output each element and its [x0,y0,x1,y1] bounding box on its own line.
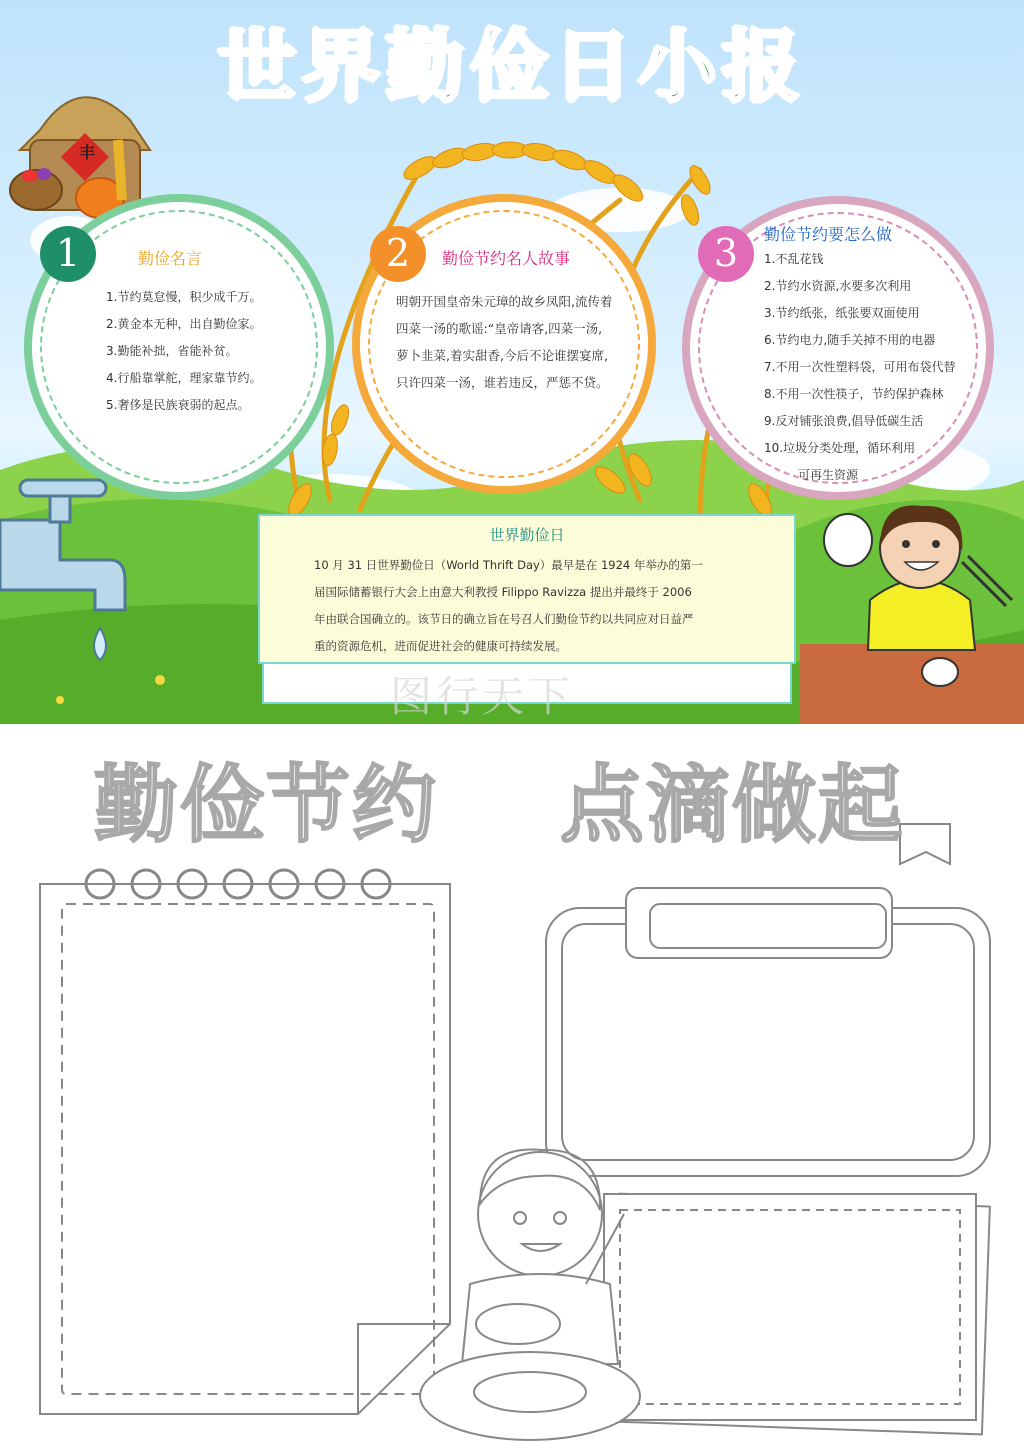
notice-title: 世界勤俭日 [489,526,565,544]
list-item: 3.节约纸张，纸张要双面使用 [764,306,920,320]
section2-title: 勤俭节约名人故事 [442,249,571,268]
notice-line: 届国际储蓄银行大会上由意大利教授 Filippo Ravizza 提出并最终于 2006 [314,585,692,599]
title-char: 世 [217,22,302,112]
list-item: 1.节约莫怠慢，积少成千万。 [106,290,262,304]
story-line: 四菜一汤的歌谣:“皇帝请客,四菜一汤, [396,321,603,336]
title-char: 报 [722,22,807,112]
list-item: 8.不用一次性筷子，节约保护森林 [764,387,944,401]
notice-line: 年由联合国确立的。该节日的确立旨在号召人们勤俭节约以共同应对日益严 [314,612,694,626]
title-char: 俭 [469,22,554,112]
story-line: 萝卜韭菜,着实甜香,今后不论谁摆宴席, [396,348,608,363]
title-char: 勤 [385,22,470,112]
story-line: 只许四菜一汤，谁若违反，严惩不贷。 [396,375,609,390]
notice-text [314,552,744,660]
list-item: 4.行船靠掌舵，理家靠节约。 [106,371,262,385]
list-item: 7.不用一次性塑料袋，可用布袋代替 [764,360,956,374]
notice-line: 重的资源危机，进而促进社会的健康可持续发展。 [314,639,567,653]
slogan-right: 点滴做起 [560,756,905,854]
howto-list [764,246,955,489]
list-item: 可再生资源 [798,468,859,482]
title-char: 界 [301,22,386,112]
notice-line: 10 月 31 日世界勤俭日（World Thrift Day）最早是在 1924 年举办的第一 [314,558,703,572]
story-line: 明朝开国皇帝朱元璋的故乡凤阳,流传着 [396,294,613,309]
section1-title: 勤俭名言 [138,249,203,268]
list-item: 9.反对铺张浪费,倡导低碳生活 [764,414,924,428]
section3-number-badge: 3 [698,226,754,282]
section2-number-badge: 2 [370,226,426,282]
list-item: 2.节约水资源,水要多次利用 [764,279,912,293]
coloring-section [0,724,1024,1448]
list-item: 2.黄金本无种，出自勤俭家。 [106,317,262,331]
title-char: 日 [554,22,639,112]
granary-seal-char: 丰 [78,143,95,162]
page-title [0,4,1024,116]
list-item: 1.不乱花钱 [764,252,824,266]
section3-title: 勤俭节约要怎么做 [764,225,893,244]
list-item: 6.节约电力,随手关掉不用的电器 [764,333,936,347]
title-char: 小 [638,22,723,112]
watermark: 图行天下 [390,672,575,721]
list-item: 3.勤能补拙，省能补贫。 [106,344,238,358]
quotes-list [106,284,261,419]
stamp-frame [604,1194,976,1420]
slogan-left: 勤俭节约 [94,756,439,854]
story-text [396,288,636,396]
list-item: 5.奢侈是民族衰弱的起点。 [106,398,250,412]
notice-box [258,514,796,664]
list-item: 10.垃圾分类处理，循环利用 [764,441,916,455]
notebook-frame [40,884,450,1414]
section1-number-badge: 1 [40,226,96,282]
